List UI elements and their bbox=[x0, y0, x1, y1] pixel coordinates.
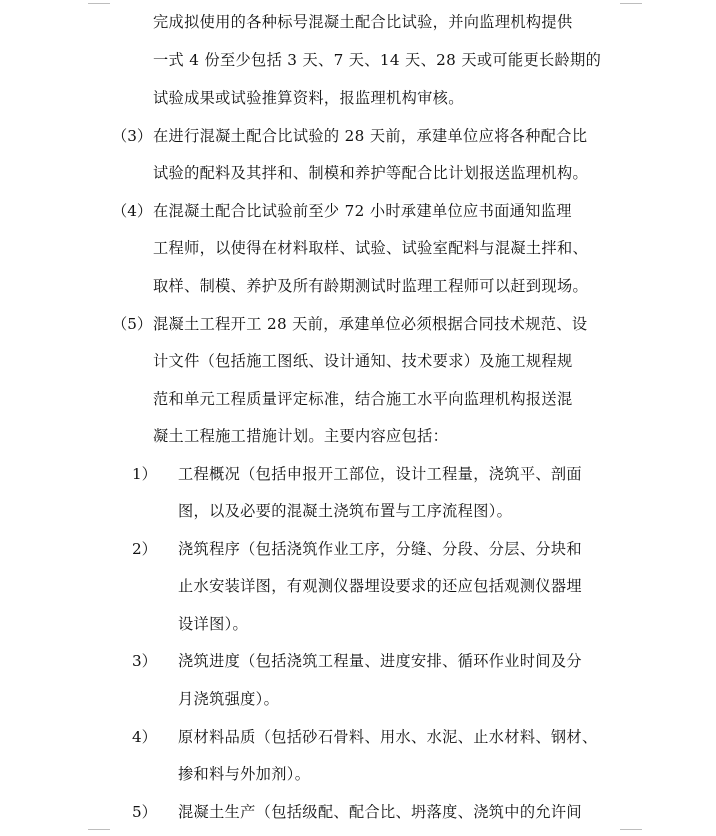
paragraph-line: 一式 4 份至少包括 3 天、7 天、14 天、28 天或可能更长龄期的 bbox=[153, 51, 602, 69]
paragraph-line: 原材料品质（包括砂石骨料、用水、水泥、止水材料、钢材、 bbox=[178, 728, 598, 746]
paragraph-line: 取样、制模、养护及所有龄期测试时监理工程师可以赶到现场。 bbox=[153, 277, 589, 295]
paragraph-line: 止水安装详图，有观测仪器埋设要求的还应包括观测仪器埋 bbox=[178, 577, 582, 595]
subitem-number: 5） bbox=[132, 803, 157, 821]
paragraph-line: 工程师，以使得在材料取样、试验、试验室配料与混凝土拌和、 bbox=[153, 239, 589, 257]
paragraph-line: 混凝土工程开工 28 天前，承建单位必须根据合同技术规范、设 bbox=[153, 315, 588, 333]
subitem-number: 4） bbox=[132, 728, 157, 746]
paragraph-line: 计文件（包括施工图纸、设计通知、技术要求）及施工规程规 bbox=[153, 352, 573, 370]
paragraph-line: 浇筑程序（包括浇筑作业工序，分缝、分段、分层、分块和 bbox=[178, 540, 582, 558]
page-corner-mark bbox=[620, 0, 642, 4]
subitem-number: 3） bbox=[132, 652, 157, 670]
paragraph-line: 混凝土生产（包括级配、配合比、坍落度、浇筑中的允许间 bbox=[178, 803, 582, 821]
item-number: （5） bbox=[112, 315, 153, 333]
paragraph-line: 设详图）。 bbox=[178, 615, 249, 633]
subitem-number: 2） bbox=[132, 540, 157, 558]
paragraph-line: 试验成果或试验推算资料，报监理机构审核。 bbox=[153, 89, 464, 107]
paragraph-line: 完成拟使用的各种标号混凝土配合比试验，并向监理机构提供 bbox=[153, 13, 573, 31]
item-number: （3） bbox=[112, 127, 153, 145]
paragraph-line: 工程概况（包括申报开工部位，设计工程量，浇筑平、剖面 bbox=[178, 465, 582, 483]
item-number: （4） bbox=[112, 202, 153, 220]
paragraph-line: 月浇筑强度）。 bbox=[178, 690, 280, 708]
subitem-number: 1） bbox=[132, 465, 157, 483]
paragraph-line: 在混凝土配合比试验前至少 72 小时承建单位应书面通知监理 bbox=[153, 202, 572, 220]
paragraph-line: 浇筑进度（包括浇筑工程量、进度安排、循环作业时间及分 bbox=[178, 652, 582, 670]
paragraph-line: 在进行混凝土配合比试验的 28 天前，承建单位应将各种配合比 bbox=[153, 127, 588, 145]
paragraph-line: 凝土工程施工措施计划。主要内容应包括： bbox=[153, 427, 449, 445]
paragraph-line: 掺和料与外加剂）。 bbox=[178, 765, 311, 783]
paragraph-line: 范和单元工程质量评定标准，结合施工水平向监理机构报送混 bbox=[153, 390, 573, 408]
paragraph-line: 图，以及必要的混凝土浇筑布置与工序流程图）。 bbox=[178, 502, 513, 520]
paragraph-line: 试验的配料及其拌和、制模和养护等配合比计划报送监理机构。 bbox=[153, 164, 589, 182]
page-corner-mark bbox=[88, 0, 110, 4]
